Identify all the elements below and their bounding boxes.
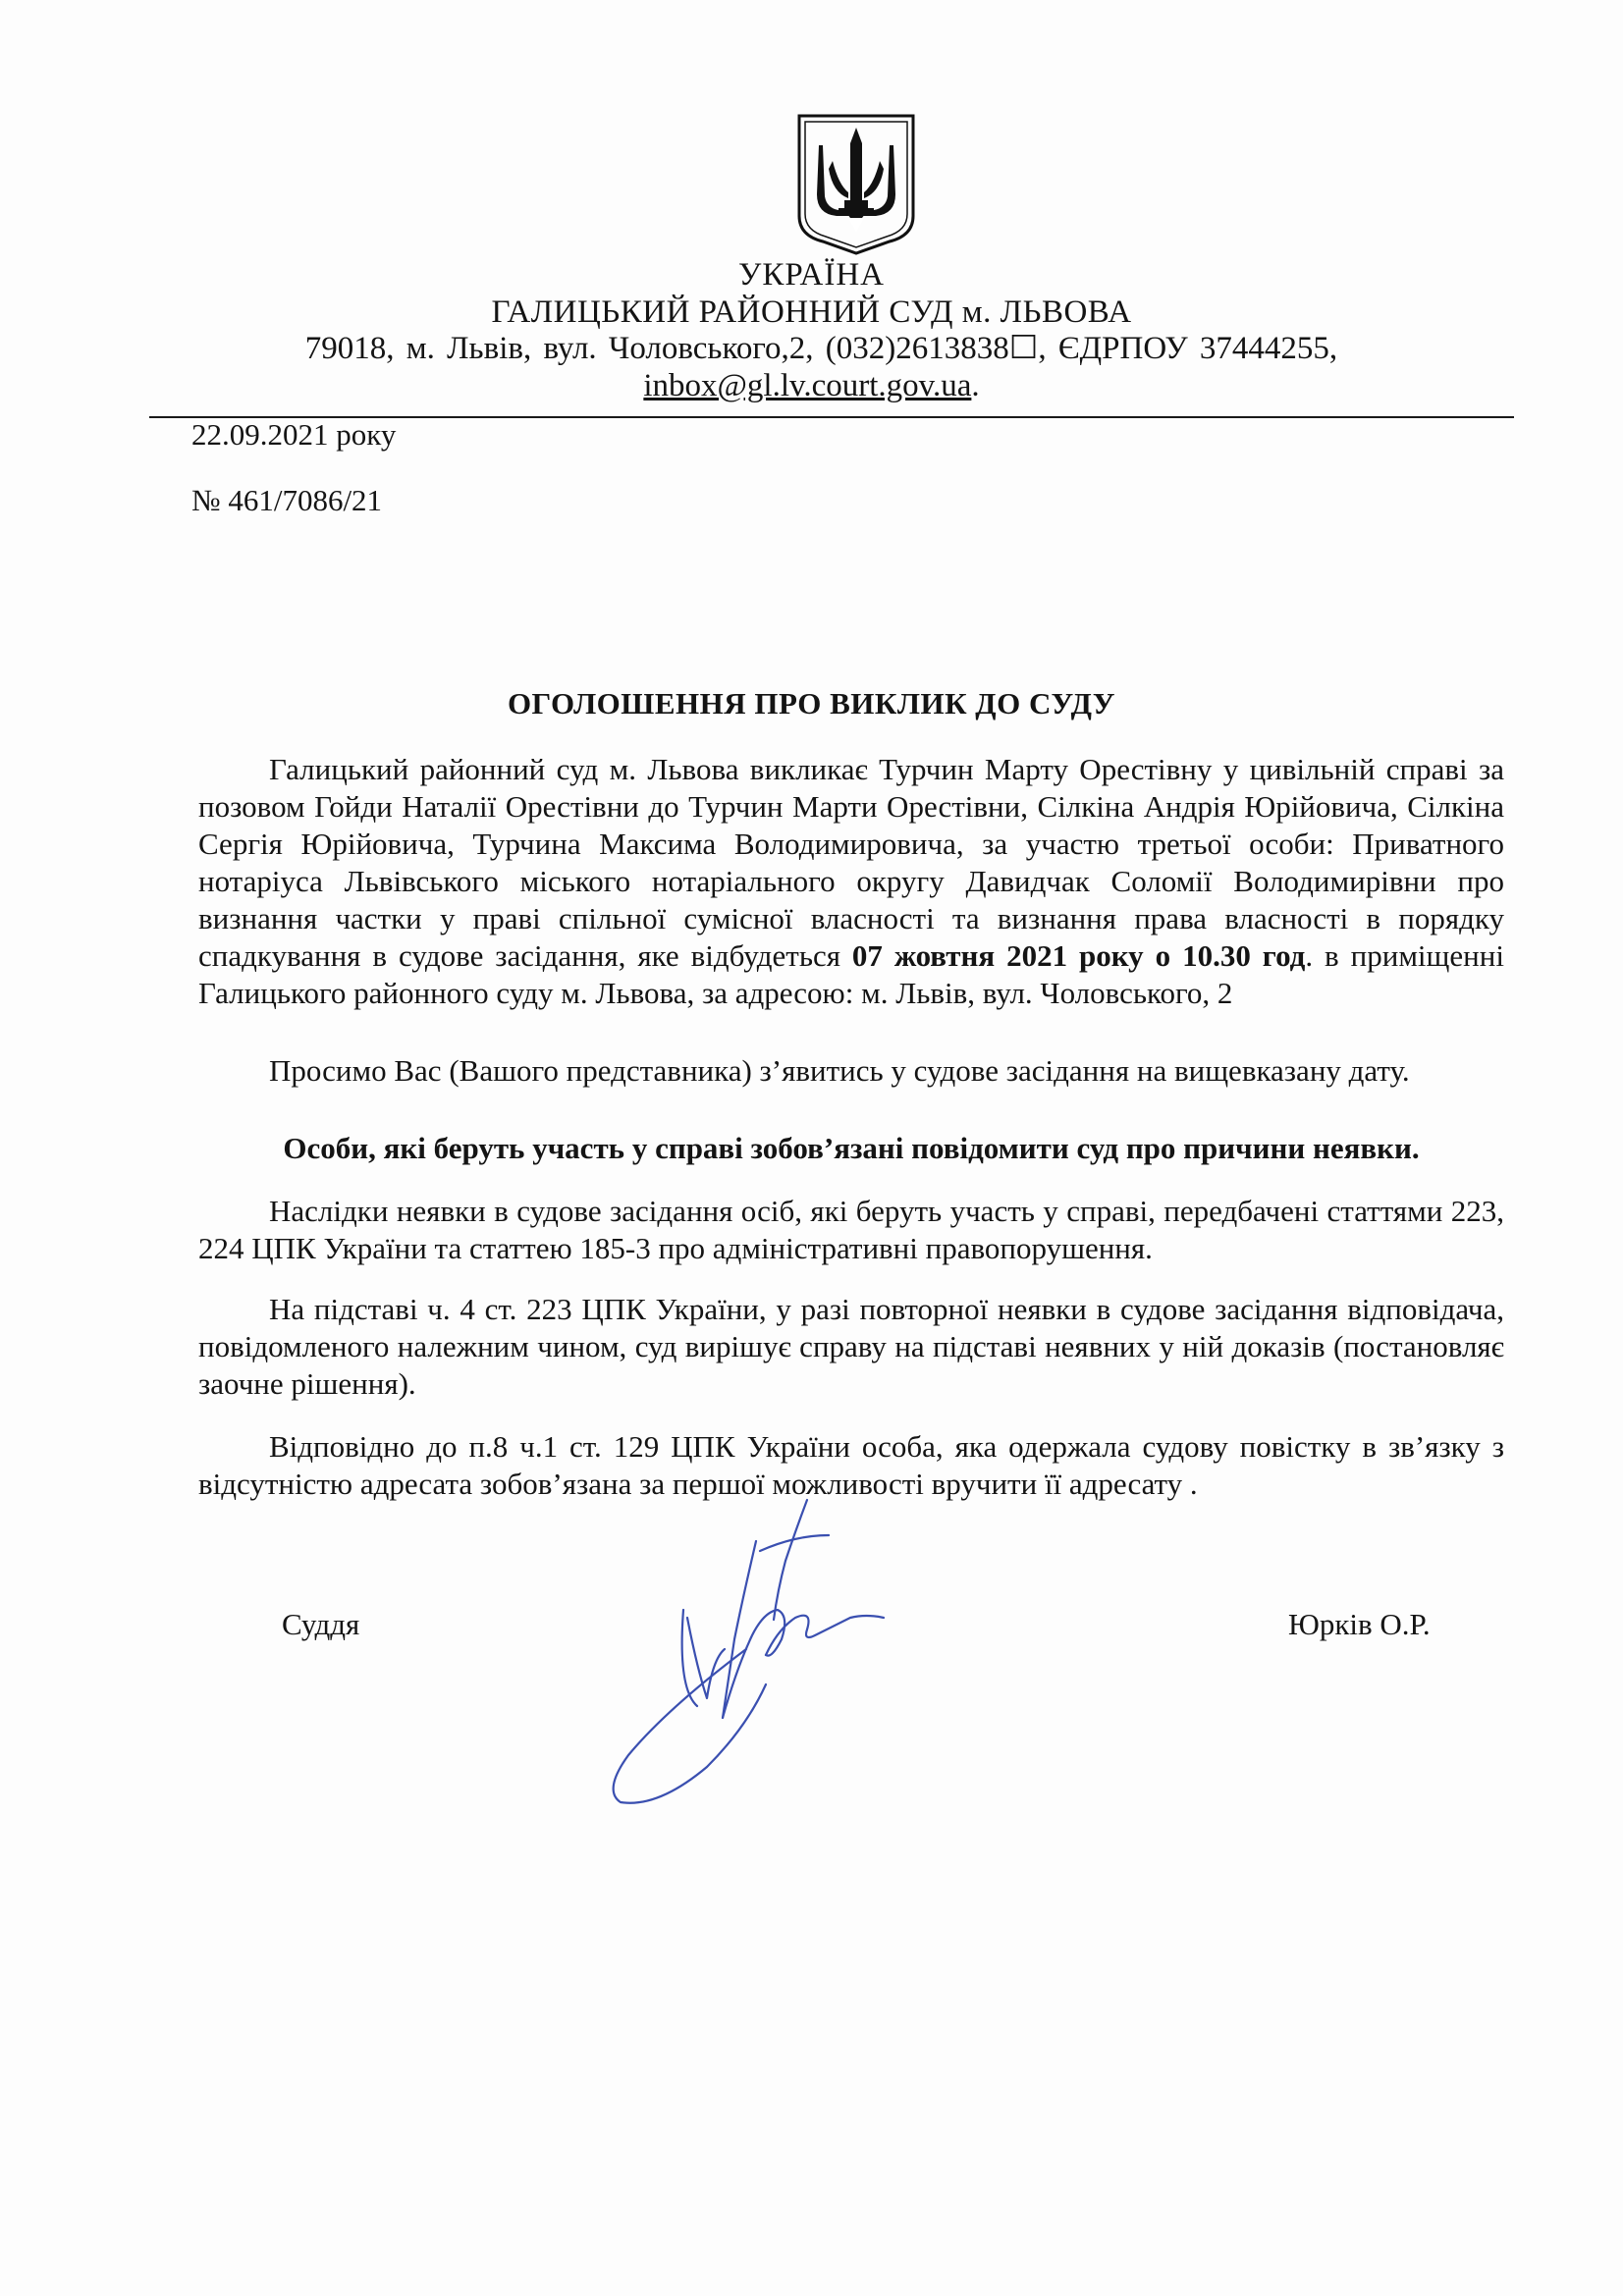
consequences-paragraph: Наслідки неявки в судове засідання осіб, які беруть участь у справі, передбачені статтями 223, 224 ЦПК України та статтею 185-3 про адміністративні правопорушення. <box>198 1194 1504 1265</box>
obligation-notice: Особи, які беруть участь у справі зобов’язані повідомити суд про причини неявки. <box>283 1131 1420 1165</box>
request-paragraph: Просимо Вас (Вашого представника) з’явитись у судове засідання на вищевказану дату. <box>269 1053 1410 1088</box>
summons-text-start: Галицький районний суд м. Львова викликає Турчин Марту Орестівну у цивільній справі за позовом Гойди Наталії Орестівни до Турчин Марти Орестівни, Сілкіна Андрія Юрійовича, Сілкіна Сергія Юрійовича, Турчина Максима Володимировича, за участю третьої особи: Приватного нотаріуса Львівського міського нотаріального округу Давидчак Соломії Володимирівни про визнання частки у праві спільної сумісної власності та визнання права власності в порядку спадкування в судове засідання, яке відбудеться <box>198 752 1504 973</box>
document-title: ОГОЛОШЕННЯ ПРО ВИКЛИК ДО СУДУ <box>507 686 1116 721</box>
case-number: № 461/7086/21 <box>191 483 383 517</box>
hearing-date-time: 07 жовтня 2021 року о 10.30 год <box>851 938 1306 973</box>
trident-coat-of-arms-icon <box>793 110 919 257</box>
header-address: 79018, м. Львів, вул. Чоловського,2, (032)2613838☐, ЄДРПОУ 37444255, <box>304 331 1338 366</box>
judge-role-label: Суддя <box>282 1607 360 1641</box>
delivery-paragraph: Відповідно до п.8 ч.1 ст. 129 ЦПК України особа, яка одержала судову повістку в зв’язку з відсутністю адресата зобов’язана за першої можливості вручити її адресату . <box>198 1429 1504 1501</box>
judge-name: Юрків О.Р. <box>1288 1607 1431 1641</box>
summons-text-end: . в приміщенні Галицького районного суду м. Львова, за адресою: м. Львів, вул. Чоловського, 2 <box>198 938 1504 1010</box>
header-email-link[interactable]: inbox@gl.lv.court.gov.ua <box>643 368 972 403</box>
header-court-name: ГАЛИЦЬКИЙ РАЙОННИЙ СУД м. ЛЬВОВА <box>491 294 1132 330</box>
summons-paragraph <box>198 751 1504 1012</box>
handwritten-signature <box>550 1492 943 1816</box>
default-judgment-paragraph: На підставі ч. 4 ст. 223 ЦПК України, у разі повторної неявки в судове засідання відповідача, повідомленого належним чином, суд вирішує справу на підставі неявних у ній доказів (постановляє заочне рішення). <box>198 1292 1504 1401</box>
header-country: УКРАЇНА <box>738 257 885 293</box>
document-date: 22.09.2021 року <box>191 417 397 452</box>
header-email-suffix: . <box>971 368 980 403</box>
header-email-line <box>0 368 1623 403</box>
